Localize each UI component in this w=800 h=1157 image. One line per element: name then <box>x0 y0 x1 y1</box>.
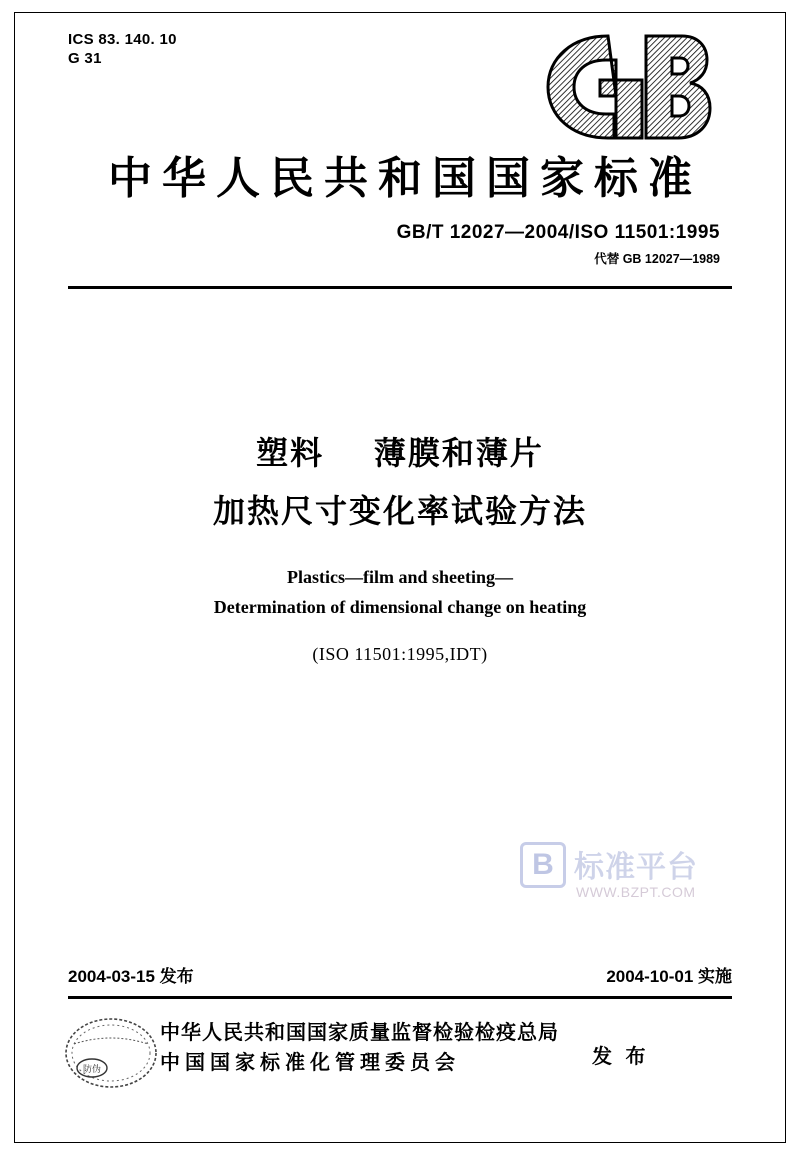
title-en-line1: Plastics—film and sheeting— <box>286 567 513 587</box>
title-cn-part2: 薄膜和薄片 <box>373 435 544 471</box>
anti-counterfeit-seal-icon <box>62 1014 160 1092</box>
ics-block <box>68 30 177 68</box>
issuer-publish-label: 发 布 <box>592 1046 650 1068</box>
iso-equivalence: (ISO 11501:1995,IDT) <box>312 644 488 664</box>
ics-code: ICS 83. 140. 10 <box>68 31 177 48</box>
title-cn-line2: 加热尺寸变化率试验方法 <box>212 493 587 529</box>
standard-number-block <box>397 222 720 267</box>
issuer-block <box>160 1018 559 1078</box>
watermark <box>520 840 730 910</box>
title-cn-part1: 塑料 <box>256 435 325 471</box>
dates-row <box>68 962 732 988</box>
classification-code: G 31 <box>68 50 102 67</box>
margin-tick-top <box>14 1010 15 1044</box>
national-standard-title: 中华人民共和国国家标准 <box>108 154 702 203</box>
document-title-en <box>0 562 800 622</box>
issuer-line1: 中华人民共和国国家质量监督检验检疫总局 <box>160 1022 559 1044</box>
footer-divider <box>68 996 732 999</box>
title-en-line2: Determination of dimensional change on heating <box>213 597 587 617</box>
implementation-date: 2004-10-01 实施 <box>606 967 732 986</box>
margin-tick-bottom <box>14 1096 15 1136</box>
gb-logo <box>532 28 712 146</box>
standard-replaces: 代替 GB 12027—1989 <box>594 252 720 266</box>
watermark-url: WWW.BZPT.COM <box>576 884 696 900</box>
svg-text:防伪: 防伪 <box>82 1064 102 1074</box>
document-title-cn <box>0 430 800 534</box>
issue-date: 2004-03-15 发布 <box>68 967 194 986</box>
watermark-text: 标准平台 <box>574 851 698 884</box>
watermark-badge-icon: B <box>520 842 566 888</box>
standard-number: GB/T 12027—2004/ISO 11501:1995 <box>396 222 720 243</box>
header-divider <box>68 286 732 289</box>
issuer-line2: 中国国家标准化管理委员会 <box>160 1052 460 1074</box>
